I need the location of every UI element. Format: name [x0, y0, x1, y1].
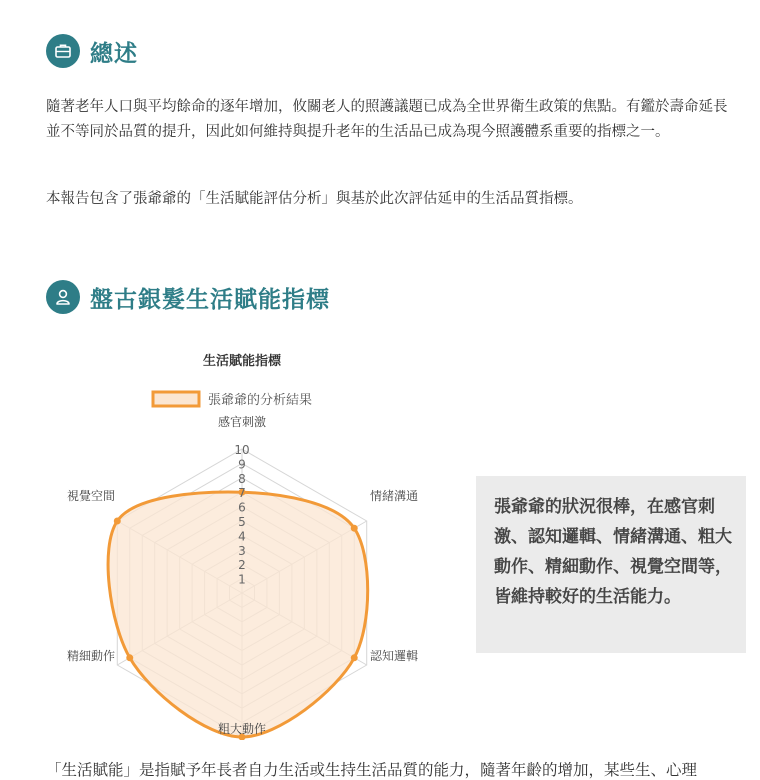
category-label: 視覺空間 [66, 489, 115, 503]
legend-swatch [153, 392, 199, 406]
summary-callout [476, 476, 746, 653]
data-point [351, 525, 358, 532]
category-label: 粗大動作 [217, 722, 267, 736]
radar-chart [0, 340, 480, 740]
briefcase-icon [46, 34, 80, 68]
tick-label: 4 [238, 529, 246, 544]
tick-label: 6 [238, 500, 246, 515]
tick-label: 2 [238, 558, 246, 573]
overview-paragraph-1: 隨著老年人口與平均餘命的逐年增加，攸關老人的照護議題已成為全世界衛生政策的焦點。有鑑於壽命延長並不等同於品質的提升，因此如何維持與提升老年的生活品已成為現今照護體系重要的指標之一。 [46, 99, 728, 140]
tick-label: 8 [238, 471, 246, 486]
category-label: 情緒溝通 [370, 489, 419, 503]
tick-label: 3 [238, 543, 246, 558]
overview-title: 總述 [90, 40, 138, 67]
overview-header [46, 34, 138, 68]
tick-label: 1 [238, 572, 246, 587]
overview-paragraph-2: 本報告包含了張爺爺的「生活賦能評估分析」與基於此次評估延申的生活品質指標。 [46, 191, 583, 207]
data-point [114, 518, 121, 525]
tick-label: 5 [238, 515, 246, 529]
tick-label: 9 [238, 457, 246, 472]
data-point [351, 654, 358, 661]
footer-paragraph: 「生活賦能」是指賦予年長者自力生活或生持生活品質的能力，隨著年齡的增加，某些生、心理 [46, 761, 698, 779]
chart-title: 生活賦能指標 [202, 354, 282, 369]
tick-label: 7 [238, 486, 246, 501]
category-label: 精細動作 [66, 649, 115, 663]
person-icon [46, 280, 80, 314]
indicators-header [46, 280, 330, 314]
summary-callout-text: 張爺爺的狀況很棒，在感官刺激、認知邏輯、情緒溝通、粗大動作、精細動作、視覺空間等，皆維持較好的生活能力。 [494, 497, 732, 607]
indicators-title: 盤古銀髮生活賦能指標 [90, 286, 330, 313]
category-label: 認知邏輯 [370, 649, 419, 663]
category-label: 感官刺激 [217, 415, 267, 429]
legend-label: 張爺爺的分析結果 [208, 393, 313, 408]
tick-label: 10 [234, 443, 250, 457]
data-point [126, 654, 133, 661]
